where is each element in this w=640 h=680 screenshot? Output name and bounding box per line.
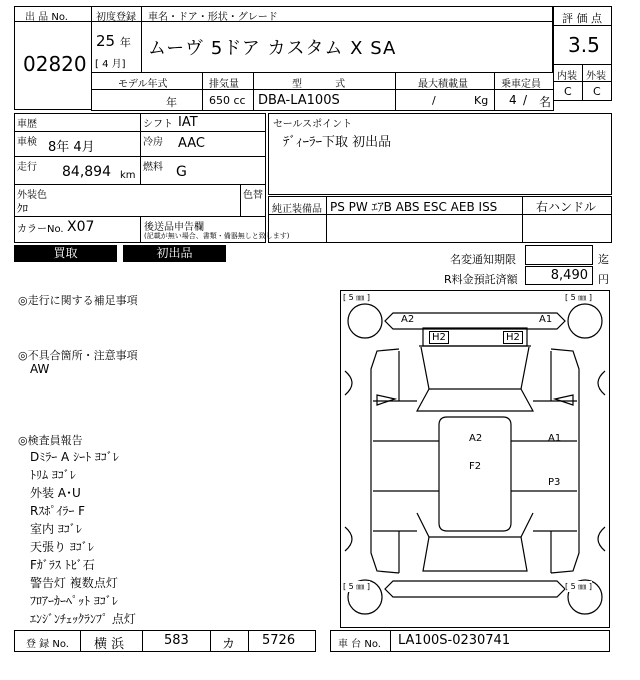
capacity-unit: 名 (539, 95, 552, 109)
max-load-label: 最大積載量 (418, 79, 468, 90)
mark-roof-f: F2 (469, 461, 482, 472)
reg-year (96, 32, 131, 50)
reg-vline-1 (80, 630, 81, 652)
aftermarket-note: (記載が無い場合、書類・備器無しと致します) (144, 232, 290, 240)
shift: IAT (178, 115, 198, 130)
interior-label-cell (553, 64, 583, 82)
capacity-label: 乗車定員 (501, 79, 541, 90)
reg-number: 5726 (262, 633, 296, 648)
inspector-item: Dﾐﾗｰ A ｼｰﾄ ﾖｺﾞﾚ (30, 450, 119, 464)
displacement-cell (202, 89, 254, 111)
load-slash: / (432, 94, 436, 107)
interior-grade-cell (553, 81, 583, 101)
mileage-unit: km (120, 170, 136, 181)
car-name-cell (141, 21, 553, 73)
tire-br: [ 5 ㎜ ] (565, 582, 592, 591)
inspector-title: ◎検査員報告 (18, 434, 83, 447)
recycle-amount: 8,490 (550, 268, 588, 283)
lot-no-label: 出 品 No. (25, 12, 68, 23)
inspector-item: 警告灯 複数点灯 (30, 576, 118, 590)
capacity-cell (494, 89, 554, 111)
model-label: 型 式 (292, 79, 346, 90)
model-year-label-cell (91, 72, 203, 90)
capacity-sep: / (523, 93, 528, 107)
chassis-label: 車 台 No. (338, 639, 381, 650)
tire-tr: [ 5 ㎜ ] (565, 293, 592, 302)
first-reg-cell (91, 21, 142, 73)
inspector-item: 室内 ﾖｺﾞﾚ (30, 522, 82, 536)
color: ｸﾛ (17, 202, 28, 215)
capacity-label-cell (494, 72, 554, 90)
tire-bl: [ 5 ㎜ ] (343, 582, 370, 591)
model-label-cell (253, 72, 396, 90)
reg-vline-4 (248, 630, 249, 652)
exterior-label-cell (582, 64, 612, 82)
color-label: 外装色 (17, 190, 47, 201)
interior-grade: C (564, 85, 572, 98)
reg-no-label: 登 録 No. (26, 639, 69, 650)
details-hline-3 (14, 184, 266, 185)
mark-side-p: P3 (548, 477, 561, 488)
mileage: 84,894 (62, 164, 111, 180)
inspection: 8年 4月 (48, 140, 95, 155)
reg-month: [ 4 月] (95, 59, 126, 70)
reg-vline-3 (210, 630, 211, 652)
inspector-item: ﾌﾛｱｰｶｰﾍﾟｯﾄ ﾖｺﾞﾚ (30, 594, 118, 608)
equipment-vline-2 (522, 196, 523, 243)
equipment-label: 純正装備品 (272, 204, 322, 215)
displacement-label: 排気量 (209, 79, 239, 90)
tire-tl: [ 5 ㎜ ] (343, 293, 370, 302)
car-outline (341, 291, 609, 627)
first-reg-label: 初度登録 (96, 12, 136, 23)
details-hline-2 (14, 156, 266, 157)
mark-roof-a: A2 (469, 433, 483, 444)
score-label-cell (553, 6, 612, 26)
defects-title: ◎不具合箇所・注意事項 (18, 349, 138, 362)
exterior-grade: C (593, 85, 601, 98)
recycle-label: R料金預託済額 (444, 273, 518, 286)
fuel-label: 燃料 (143, 162, 163, 173)
inspector-item: Rｽﾎﾟｲﾗｰ F (30, 504, 86, 518)
mark-light-right: H2 (503, 331, 523, 344)
inspector-item: 天張り ﾖｺﾞﾚ (30, 540, 94, 554)
model: DBA-LA100S (258, 93, 340, 108)
lot-no-label-cell (14, 6, 92, 22)
car-name-label: 車名・ドア・形状・グレード (148, 12, 278, 23)
name-change-unit: 迄 (598, 253, 609, 266)
lot-no-cell (14, 21, 92, 110)
steering: 右ハンドル (536, 200, 597, 214)
inspector-item: ﾄﾘﾑ ﾖｺﾞﾚ (30, 468, 76, 482)
reg-area: 横 浜 (94, 637, 125, 652)
buy-badge: 買取 (14, 245, 117, 262)
exterior-label: 外装 (586, 71, 606, 82)
mark-front-bumper-right: A1 (539, 314, 553, 325)
defects-item: AW (30, 362, 50, 376)
car-name-label-cell (141, 6, 553, 22)
chassis-vline (390, 630, 391, 652)
first-listing-badge: 初出品 (123, 245, 226, 262)
displacement: 650 cc (209, 94, 246, 107)
inspector-item: Fｶﾞﾗｽ ﾄﾋﾞ石 (30, 558, 95, 572)
score: 3.5 (568, 33, 600, 57)
model-year-cell (91, 89, 203, 111)
interior-label: 内装 (557, 71, 577, 82)
ac-label: 冷房 (143, 137, 163, 148)
capacity: 4 (509, 93, 517, 107)
reg-vline-2 (142, 630, 143, 652)
inspector-item: ｴﾝｼﾞﾝﾁｪｯｸﾗﾝﾌﾟ 点灯 (30, 612, 136, 626)
reg-kana: カ (222, 637, 236, 652)
recycle-unit: 円 (598, 273, 609, 286)
vehicle-diagram (340, 290, 610, 628)
reg-class: 583 (164, 633, 189, 648)
color-change-label: 色替 (243, 190, 263, 201)
lot-no: 02820 (23, 52, 87, 76)
sales-point-label: セールスポイント (273, 119, 353, 130)
equipment-vline-1 (326, 196, 327, 243)
fuel: G (176, 164, 187, 180)
max-load-cell (395, 89, 495, 111)
sales-point-block (268, 113, 612, 195)
model-cell (253, 89, 396, 111)
mark-light-left: H2 (429, 331, 449, 344)
details-vline (140, 113, 141, 185)
history-label: 車歴 (17, 119, 37, 130)
car-name: ムーヴ 5ドア カスタム X SA (148, 38, 397, 59)
mark-side-a: A1 (548, 433, 562, 444)
displacement-label-cell (202, 72, 254, 90)
first-reg-label-cell (91, 6, 142, 22)
details-vline-color (240, 184, 241, 217)
score-label: 評 価 点 (562, 12, 602, 25)
equipment: PS PW ｴｱB ABS ESC AEB ISS (330, 200, 498, 214)
mark-front-bumper-left: A2 (401, 314, 415, 325)
details-hline-1 (14, 131, 266, 132)
shift-label: シフト (143, 119, 173, 130)
inspector-item: 外装 A･U (30, 486, 81, 500)
driving-notes-title: ◎走行に関する補足事項 (18, 294, 138, 307)
max-load-label-cell (395, 72, 495, 90)
name-change-label: 名変通知期限 (450, 253, 516, 266)
model-year-label: モデル年式 (118, 79, 168, 90)
inspection-label: 車検 (17, 137, 37, 148)
reg-year-value: 25 (96, 32, 116, 50)
color-no: X07 (67, 219, 95, 235)
ac: AAC (178, 136, 205, 151)
chassis: LA100S-0230741 (398, 633, 511, 648)
sales-point: ﾃﾞｨｰﾗｰ下取 初出品 (283, 135, 392, 150)
mileage-label: 走行 (17, 162, 37, 173)
aftermarket-label: 後送品申告欄 (144, 222, 204, 233)
load-unit: Kg (474, 94, 489, 107)
recycle-box (525, 266, 593, 285)
color-no-label: カラーNo. (17, 224, 64, 235)
name-change-box (525, 245, 593, 265)
reg-year-unit: 年 (119, 36, 131, 49)
details-vline-colorno (140, 216, 141, 243)
score-cell (553, 25, 612, 65)
model-year-unit: 年 (166, 96, 177, 109)
exterior-grade-cell (582, 81, 612, 101)
